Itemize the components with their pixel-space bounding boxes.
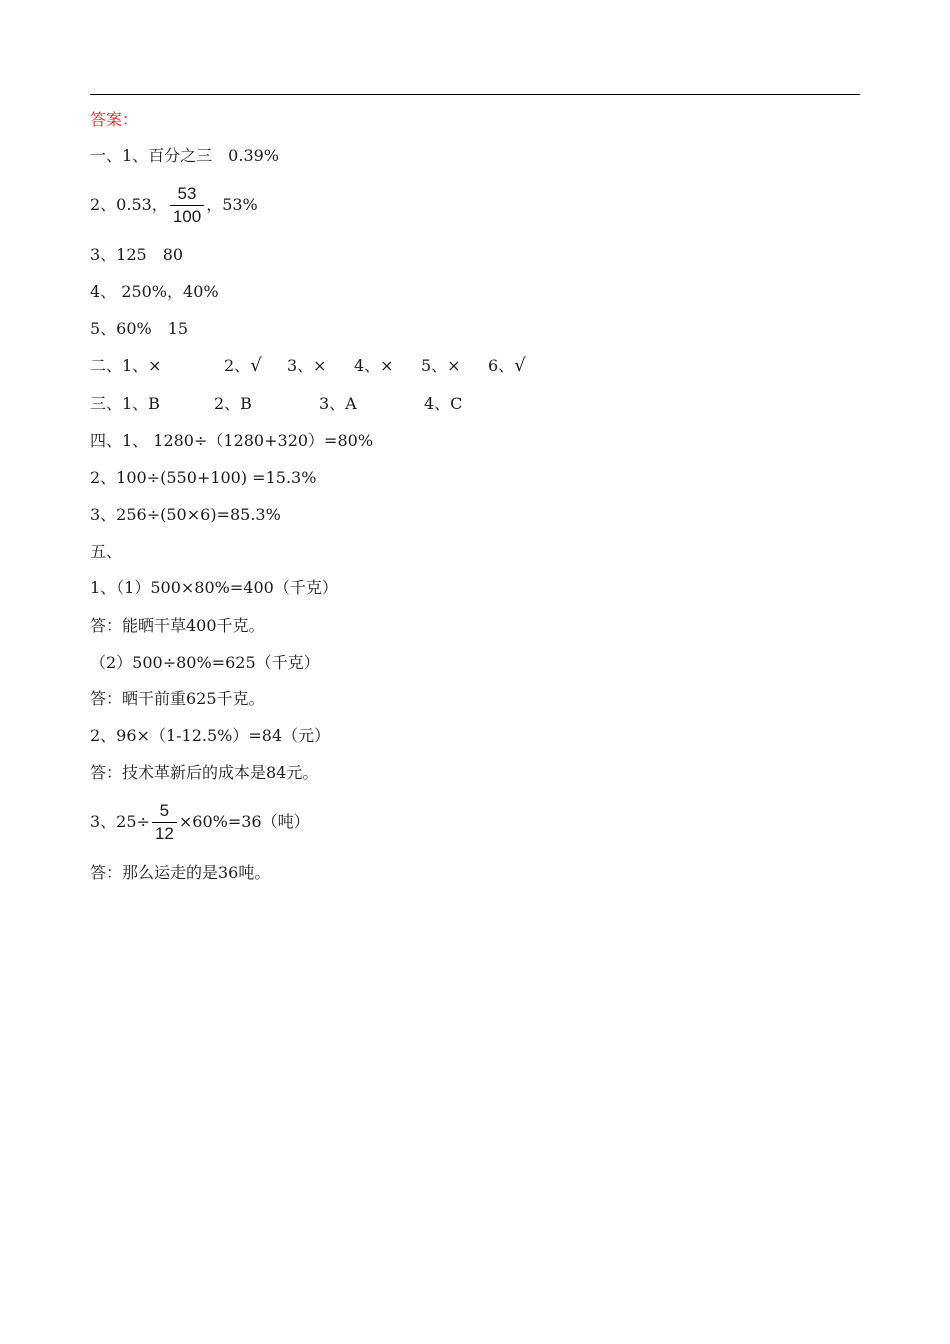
check-icon: √ [250,355,262,376]
answer-line-5-3-prefix: 3、25÷ [90,812,150,831]
judge-item-1: 二、1、× [90,356,162,375]
answer-line-1-5: 5、60% 15 [90,319,189,338]
judge-item-2 [224,356,287,376]
fraction-numerator: 5 [159,801,170,820]
answer-line-4-1: 四、1、 1280÷（1280+320）=80% [90,431,374,450]
answer-line-5-3-suffix: ×60%=36（吨） [178,812,310,831]
judge-item-5: 5、× [421,356,461,375]
answer-section-5-heading: 五、 [90,542,123,561]
choice-item-4: 4、C [424,394,463,413]
answer-line-1-2 [90,184,258,227]
answer-line-1-1: 一、1、百分之三 0.39% [90,146,280,165]
judge-item-2-label: 2、 [224,356,251,375]
answer-line-1-4: 4、 250%，40% [90,282,219,301]
header-rule [90,94,860,95]
choice-item-1: 三、1、B [90,394,160,413]
fraction-numerator: 53 [177,184,197,203]
answer-line-5-1-reply: 答：能晒干草400千克。 [90,616,265,635]
answer-heading: 答案： [90,110,139,129]
answer-section-3 [90,394,462,414]
choice-item-3: 3、A [319,394,357,413]
judge-item-6 [488,356,526,375]
answer-line-1-2-prefix: 2、0.53， [90,195,168,214]
answer-line-4-3: 3、256÷(50×6)=85.3% [90,505,281,524]
answer-line-4-2: 2、100÷(550+100) =15.3% [90,468,317,487]
answer-line-5-1-2: （2）500÷80%=625（千克） [90,653,320,672]
answer-line-5-1: 1、（1）500×80%=400（千克） [90,578,338,597]
answer-line-5-2: 2、96×（1-12.5%）=84（元） [90,726,331,745]
fraction-denominator: 100 [170,205,204,227]
fraction-53-100 [170,184,204,227]
judge-item-6-label: 6、 [488,356,515,375]
fraction-denominator: 12 [152,822,177,844]
answer-line-5-3-reply: 答：那么运走的是36吨。 [90,863,271,882]
judge-item-4: 4、× [354,356,394,375]
answer-line-5-1-2-reply: 答：晒干前重625千克。 [90,689,265,708]
judge-item-3: 3、× [287,356,327,375]
answer-line-5-2-reply: 答：技术革新后的成本是84元。 [90,763,319,782]
answer-line-1-2-suffix: ，53% [206,195,258,214]
choice-item-2: 2、B [214,394,252,413]
check-icon: √ [514,355,526,376]
answer-line-1-3: 3、125 80 [90,245,184,264]
answer-line-5-3 [90,801,310,844]
answer-section-2 [90,356,526,376]
fraction-5-12 [152,801,177,844]
